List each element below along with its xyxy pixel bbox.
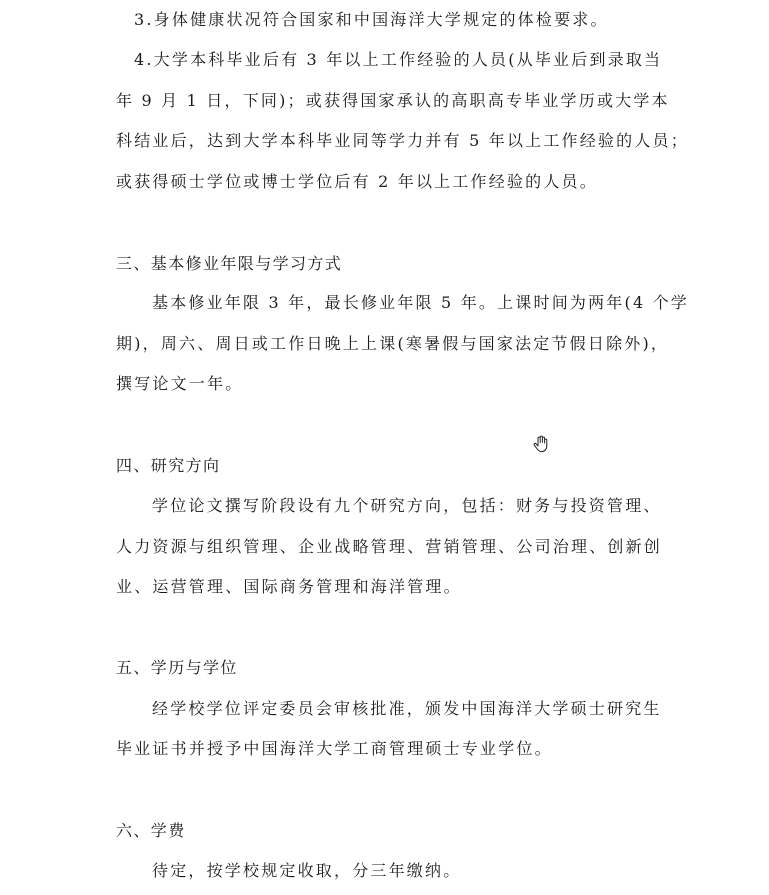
section-4-line-3: 业、运营管理、国际商务管理和海洋管理。: [116, 577, 462, 596]
section-6-line-1: 待定，按学校规定收取，分三年缴纳。: [152, 861, 462, 880]
section-5-line-2: 毕业证书并授予中国海洋大学工商管理硕士专业学位。: [116, 739, 553, 758]
section-3-heading: 三、基本修业年限与学习方式: [116, 254, 343, 273]
section-5-heading: 五、学历与学位: [116, 658, 238, 677]
requirement-item-3: 3.身体健康状况符合国家和中国海洋大学规定的体检要求。: [134, 10, 609, 29]
section-5-line-1: 经学校学位评定委员会审核批准，颁发中国海洋大学硕士研究生: [152, 699, 662, 718]
section-3-line-1: 基本修业年限 3 年，最长修业年限 5 年。上课时间为两年(4 个学: [152, 293, 690, 312]
requirement-item-4-line-1: 4.大学本科毕业后有 3 年以上工作经验的人员(从毕业后到录取当: [134, 50, 663, 69]
requirement-item-4-line-3: 科结业后，达到大学本科毕业同等学力并有 5 年以上工作经验的人员；: [116, 131, 689, 150]
section-3-line-3: 撰写论文一年。: [116, 374, 244, 393]
section-4-line-2: 人力资源与组织管理、企业战略管理、营销管理、公司治理、创新创: [116, 537, 663, 556]
section-6-heading: 六、学费: [116, 821, 186, 840]
requirement-item-4-line-4: 或获得硕士学位或博士学位后有 2 年以上工作经验的人员。: [116, 172, 598, 191]
section-4-line-1: 学位论文撰写阶段设有九个研究方向，包括：财务与投资管理、: [152, 496, 662, 515]
section-4-heading: 四、研究方向: [116, 456, 221, 475]
section-3-line-2: 期)，周六、周日或工作日晚上上课(寒暑假与国家法定节假日除外)，: [116, 334, 670, 353]
requirement-item-4-line-2: 年 9 月 1 日，下同)；或获得国家承认的高职高专毕业学历或大学本: [116, 91, 670, 110]
hand-cursor-icon: [531, 434, 551, 454]
